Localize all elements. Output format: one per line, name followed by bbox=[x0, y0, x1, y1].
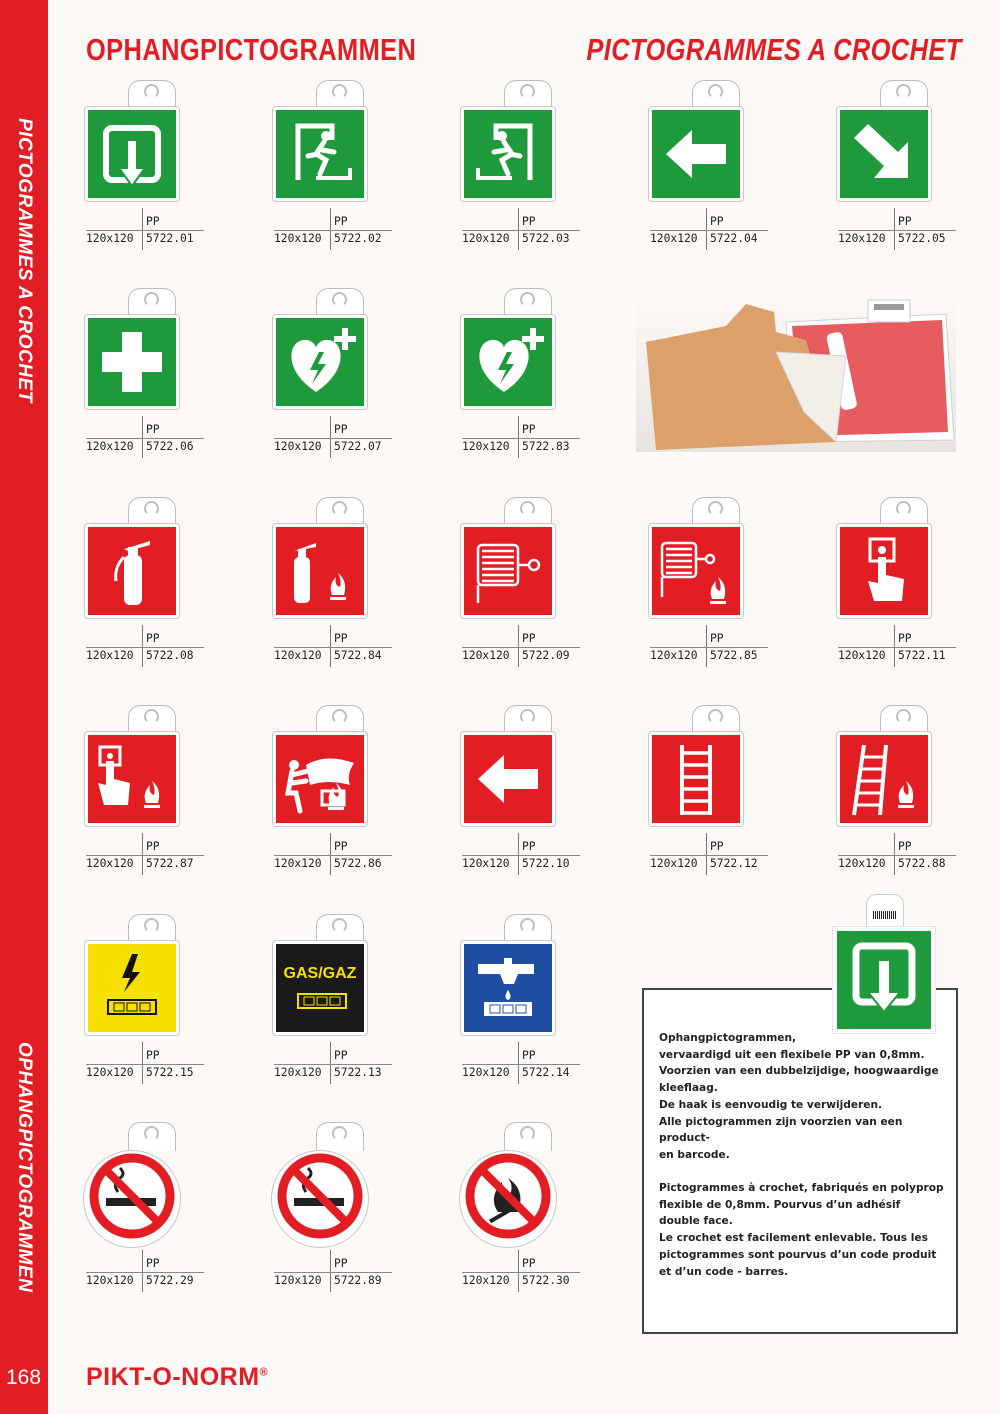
material-label: PP bbox=[522, 1257, 536, 1270]
spec-rule bbox=[86, 647, 204, 648]
product-item bbox=[86, 497, 226, 677]
material-label: PP bbox=[334, 215, 348, 228]
hanger-hook bbox=[880, 705, 928, 734]
material-label: PP bbox=[710, 840, 724, 853]
fire-extinguisher-flame-icon bbox=[276, 527, 364, 615]
material-label: PP bbox=[146, 215, 160, 228]
fire-alarm-button-flame-icon bbox=[88, 735, 176, 823]
page-title-nl: OPHANGPICTOGRAMMEN bbox=[86, 32, 417, 67]
product-item bbox=[86, 1122, 226, 1302]
size-label: 120x120 bbox=[274, 649, 322, 662]
size-label: 120x120 bbox=[650, 232, 698, 245]
size-label: 120x120 bbox=[838, 232, 886, 245]
spec-divider bbox=[142, 833, 143, 875]
info-line: vervaardigd uit een flexibele PP van 0,8mm. bbox=[659, 1048, 925, 1061]
info-line: et d’un code - barres. bbox=[659, 1265, 789, 1278]
product-code: 5722.87 bbox=[146, 857, 194, 870]
hanger-hook bbox=[316, 288, 364, 317]
gas-meter-icon bbox=[276, 944, 364, 1032]
product-code: 5722.03 bbox=[522, 232, 570, 245]
water-meter-icon bbox=[464, 944, 552, 1032]
spec-rule bbox=[462, 1272, 580, 1273]
product-item bbox=[838, 80, 978, 260]
info-text-nl bbox=[659, 1030, 947, 1164]
spec-divider bbox=[706, 208, 707, 250]
info-line: Pictogrammes à crochet, fabriqués en polyprop bbox=[659, 1182, 944, 1194]
barcode-icon bbox=[873, 911, 897, 919]
size-label: 120x120 bbox=[86, 1274, 134, 1287]
electricity-meter-icon bbox=[88, 944, 176, 1032]
size-label: 120x120 bbox=[86, 1066, 134, 1079]
page-number: 168 bbox=[6, 1366, 42, 1389]
product-code: 5722.11 bbox=[898, 649, 946, 662]
hanger-hook bbox=[128, 288, 176, 317]
spec-divider bbox=[142, 416, 143, 458]
spec-divider bbox=[330, 208, 331, 250]
hanger-hook bbox=[504, 497, 552, 526]
spec-divider bbox=[330, 625, 331, 667]
spec-rule bbox=[274, 855, 392, 856]
product-code: 5722.89 bbox=[334, 1274, 382, 1287]
product-item bbox=[86, 705, 226, 885]
product-code: 5722.02 bbox=[334, 232, 382, 245]
material-label: PP bbox=[146, 1049, 160, 1062]
product-code: 5722.88 bbox=[898, 857, 946, 870]
product-item bbox=[274, 497, 414, 677]
arrow-left-icon bbox=[464, 735, 552, 823]
spec-rule bbox=[650, 647, 768, 648]
spec-rule bbox=[462, 1064, 580, 1065]
fire-ladder-icon bbox=[652, 735, 740, 823]
spec-rule bbox=[86, 230, 204, 231]
size-label: 120x120 bbox=[86, 232, 134, 245]
material-label: PP bbox=[898, 215, 912, 228]
side-title-fr: PICTOGRAMMES A CROCHET bbox=[14, 118, 35, 403]
material-label: PP bbox=[710, 215, 724, 228]
size-label: 120x120 bbox=[650, 649, 698, 662]
material-label: PP bbox=[334, 1049, 348, 1062]
hanger-hook bbox=[128, 1122, 176, 1151]
product-code: 5722.86 bbox=[334, 857, 382, 870]
spec-rule bbox=[838, 855, 956, 856]
info-line: kleeflaag. bbox=[659, 1082, 718, 1095]
size-label: 120x120 bbox=[86, 649, 134, 662]
barcode-tab bbox=[866, 894, 904, 930]
spec-divider bbox=[894, 625, 895, 667]
material-label: PP bbox=[522, 1049, 536, 1062]
spec-divider bbox=[142, 1250, 143, 1292]
product-item bbox=[462, 288, 602, 468]
product-code: 5722.05 bbox=[898, 232, 946, 245]
info-line: flexible de 0,8mm. Pourvus d’un adhésif bbox=[659, 1198, 901, 1211]
material-label: PP bbox=[334, 423, 348, 436]
page-title-fr: PICTOGRAMMES A CROCHET bbox=[586, 32, 962, 67]
spec-divider bbox=[142, 625, 143, 667]
spec-rule bbox=[86, 1272, 204, 1273]
product-item bbox=[86, 288, 226, 468]
material-label: PP bbox=[522, 632, 536, 645]
product-code: 5722.30 bbox=[522, 1274, 570, 1287]
product-photo bbox=[636, 292, 956, 452]
product-item bbox=[650, 80, 790, 260]
hanger-hook bbox=[692, 705, 740, 734]
spec-rule bbox=[86, 855, 204, 856]
product-item bbox=[274, 914, 414, 1094]
hanger-hook bbox=[316, 497, 364, 526]
info-line: double face. bbox=[659, 1215, 733, 1228]
info-line: Le crochet est facilement enlevable. Tous les bbox=[659, 1232, 928, 1245]
fire-alarm-button-icon bbox=[840, 527, 928, 615]
spec-divider bbox=[894, 208, 895, 250]
emergency-exit-door-icon bbox=[832, 926, 936, 1034]
spec-divider bbox=[894, 833, 895, 875]
spec-divider bbox=[518, 208, 519, 250]
hanger-hook bbox=[128, 914, 176, 943]
spec-divider bbox=[518, 833, 519, 875]
first-aid-cross-icon bbox=[88, 318, 176, 406]
spec-rule bbox=[274, 1272, 392, 1273]
size-label: 120x120 bbox=[462, 857, 510, 870]
product-item bbox=[86, 80, 226, 260]
hanger-hook bbox=[504, 80, 552, 109]
material-label: PP bbox=[334, 1257, 348, 1270]
info-line: Ophangpictogrammen, bbox=[659, 1032, 797, 1044]
brand-logo bbox=[86, 1363, 268, 1392]
spec-rule bbox=[650, 230, 768, 231]
info-line: De haak is eenvoudig te verwijderen. bbox=[659, 1098, 883, 1111]
size-label: 120x120 bbox=[274, 440, 322, 453]
product-code: 5722.84 bbox=[334, 649, 382, 662]
spec-rule bbox=[274, 438, 392, 439]
product-code: 5722.83 bbox=[522, 440, 570, 453]
size-label: 120x120 bbox=[274, 1274, 322, 1287]
size-label: 120x120 bbox=[462, 1066, 510, 1079]
material-label: PP bbox=[146, 632, 160, 645]
emergency-exit-man-left-icon bbox=[276, 110, 364, 198]
product-item bbox=[274, 705, 414, 885]
spec-divider bbox=[518, 1250, 519, 1292]
info-box bbox=[642, 988, 958, 1334]
size-label: 120x120 bbox=[838, 649, 886, 662]
spec-rule bbox=[274, 647, 392, 648]
product-code: 5722.13 bbox=[334, 1066, 382, 1079]
hanger-hook bbox=[692, 80, 740, 109]
spec-divider bbox=[518, 625, 519, 667]
size-label: 120x120 bbox=[462, 232, 510, 245]
sign-text: GAS/GAZ bbox=[283, 965, 357, 982]
spec-divider bbox=[706, 833, 707, 875]
hanger-hook bbox=[692, 497, 740, 526]
product-code: 5722.85 bbox=[710, 649, 758, 662]
material-label: PP bbox=[522, 840, 536, 853]
arrow-down-right-icon bbox=[840, 110, 928, 198]
material-label: PP bbox=[146, 840, 160, 853]
size-label: 120x120 bbox=[86, 440, 134, 453]
emergency-exit-man-right-icon bbox=[464, 110, 552, 198]
product-item bbox=[650, 497, 790, 677]
no-smoking-icon bbox=[276, 1152, 364, 1240]
product-item bbox=[650, 705, 790, 885]
spec-rule bbox=[86, 438, 204, 439]
spec-rule bbox=[462, 230, 580, 231]
info-line: Alle pictogrammen zijn voorzien van een product- bbox=[659, 1115, 903, 1145]
no-smoking-icon bbox=[88, 1152, 176, 1240]
hanger-hook bbox=[504, 288, 552, 317]
hanger-hook bbox=[128, 705, 176, 734]
material-label: PP bbox=[334, 632, 348, 645]
spec-divider bbox=[518, 416, 519, 458]
product-item bbox=[462, 705, 602, 885]
arrow-left-icon bbox=[652, 110, 740, 198]
spec-divider bbox=[518, 1042, 519, 1084]
product-item bbox=[462, 914, 602, 1094]
spec-rule bbox=[462, 647, 580, 648]
product-item bbox=[462, 1122, 602, 1302]
hanger-hook bbox=[880, 497, 928, 526]
spec-rule bbox=[650, 855, 768, 856]
material-label: PP bbox=[898, 632, 912, 645]
product-item bbox=[86, 914, 226, 1094]
spec-divider bbox=[330, 1042, 331, 1084]
spec-rule bbox=[838, 230, 956, 231]
hanger-hook bbox=[880, 80, 928, 109]
spec-rule bbox=[86, 1064, 204, 1065]
defibrillator-icon bbox=[464, 318, 552, 406]
product-item bbox=[838, 705, 978, 885]
fire-hose-reel-flame-icon bbox=[652, 527, 740, 615]
product-code: 5722.09 bbox=[522, 649, 570, 662]
spec-rule bbox=[462, 438, 580, 439]
product-code: 5722.08 bbox=[146, 649, 194, 662]
brand-registered-mark: ® bbox=[259, 1366, 269, 1379]
product-code: 5722.10 bbox=[522, 857, 570, 870]
spec-rule bbox=[274, 230, 392, 231]
size-label: 120x120 bbox=[650, 857, 698, 870]
hanger-hook bbox=[504, 705, 552, 734]
product-code: 5722.04 bbox=[710, 232, 758, 245]
hanger-hook bbox=[316, 1122, 364, 1151]
hanger-hook bbox=[316, 914, 364, 943]
spec-divider bbox=[330, 416, 331, 458]
size-label: 120x120 bbox=[274, 232, 322, 245]
fire-extinguisher-icon bbox=[88, 527, 176, 615]
size-label: 120x120 bbox=[274, 857, 322, 870]
product-code: 5722.14 bbox=[522, 1066, 570, 1079]
spec-divider bbox=[330, 1250, 331, 1292]
defibrillator-icon bbox=[276, 318, 364, 406]
size-label: 120x120 bbox=[86, 857, 134, 870]
product-code: 5722.29 bbox=[146, 1274, 194, 1287]
material-label: PP bbox=[710, 632, 724, 645]
size-label: 120x120 bbox=[838, 857, 886, 870]
emergency-exit-door-icon bbox=[88, 110, 176, 198]
info-line: en barcode. bbox=[659, 1148, 730, 1161]
size-label: 120x120 bbox=[462, 1274, 510, 1287]
material-label: PP bbox=[522, 215, 536, 228]
spec-rule bbox=[838, 647, 956, 648]
featured-sign bbox=[832, 894, 936, 1036]
size-label: 120x120 bbox=[462, 440, 510, 453]
fire-ladder-flame-icon bbox=[840, 735, 928, 823]
hanger-hook bbox=[316, 80, 364, 109]
no-open-flame-icon bbox=[464, 1152, 552, 1240]
product-item bbox=[274, 288, 414, 468]
spec-divider bbox=[142, 1042, 143, 1084]
size-label: 120x120 bbox=[274, 1066, 322, 1079]
brand-name: PIKT-O-NORM bbox=[86, 1363, 260, 1391]
product-code: 5722.01 bbox=[146, 232, 194, 245]
hanger-hook bbox=[128, 497, 176, 526]
hanger-hook bbox=[504, 914, 552, 943]
fire-hose-reel-icon bbox=[464, 527, 552, 615]
product-item bbox=[274, 80, 414, 260]
info-line: Voorzien van een dubbelzijdige, hoogwaardige bbox=[659, 1065, 939, 1078]
size-label: 120x120 bbox=[462, 649, 510, 662]
material-label: PP bbox=[146, 1257, 160, 1270]
hanger-hook bbox=[316, 705, 364, 734]
product-code: 5722.06 bbox=[146, 440, 194, 453]
product-item bbox=[838, 497, 978, 677]
product-code: 5722.15 bbox=[146, 1066, 194, 1079]
spec-divider bbox=[706, 625, 707, 667]
material-label: PP bbox=[334, 840, 348, 853]
product-code: 5722.07 bbox=[334, 440, 382, 453]
side-title-nl: OPHANGPICTOGRAMMEN bbox=[14, 1042, 35, 1293]
product-item bbox=[274, 1122, 414, 1302]
spec-divider bbox=[330, 833, 331, 875]
hanger-hook bbox=[128, 80, 176, 109]
material-label: PP bbox=[522, 423, 536, 436]
hanger-hook bbox=[504, 1122, 552, 1151]
product-item bbox=[462, 497, 602, 677]
info-line: pictogrammes sont pourvus d’un code produit bbox=[659, 1248, 937, 1261]
product-code: 5722.12 bbox=[710, 857, 758, 870]
spec-rule bbox=[462, 855, 580, 856]
spec-divider bbox=[142, 208, 143, 250]
info-text-fr bbox=[659, 1180, 947, 1280]
material-label: PP bbox=[898, 840, 912, 853]
spec-rule bbox=[274, 1064, 392, 1065]
fire-blanket-icon bbox=[276, 735, 364, 823]
material-label: PP bbox=[146, 423, 160, 436]
product-item bbox=[462, 80, 602, 260]
